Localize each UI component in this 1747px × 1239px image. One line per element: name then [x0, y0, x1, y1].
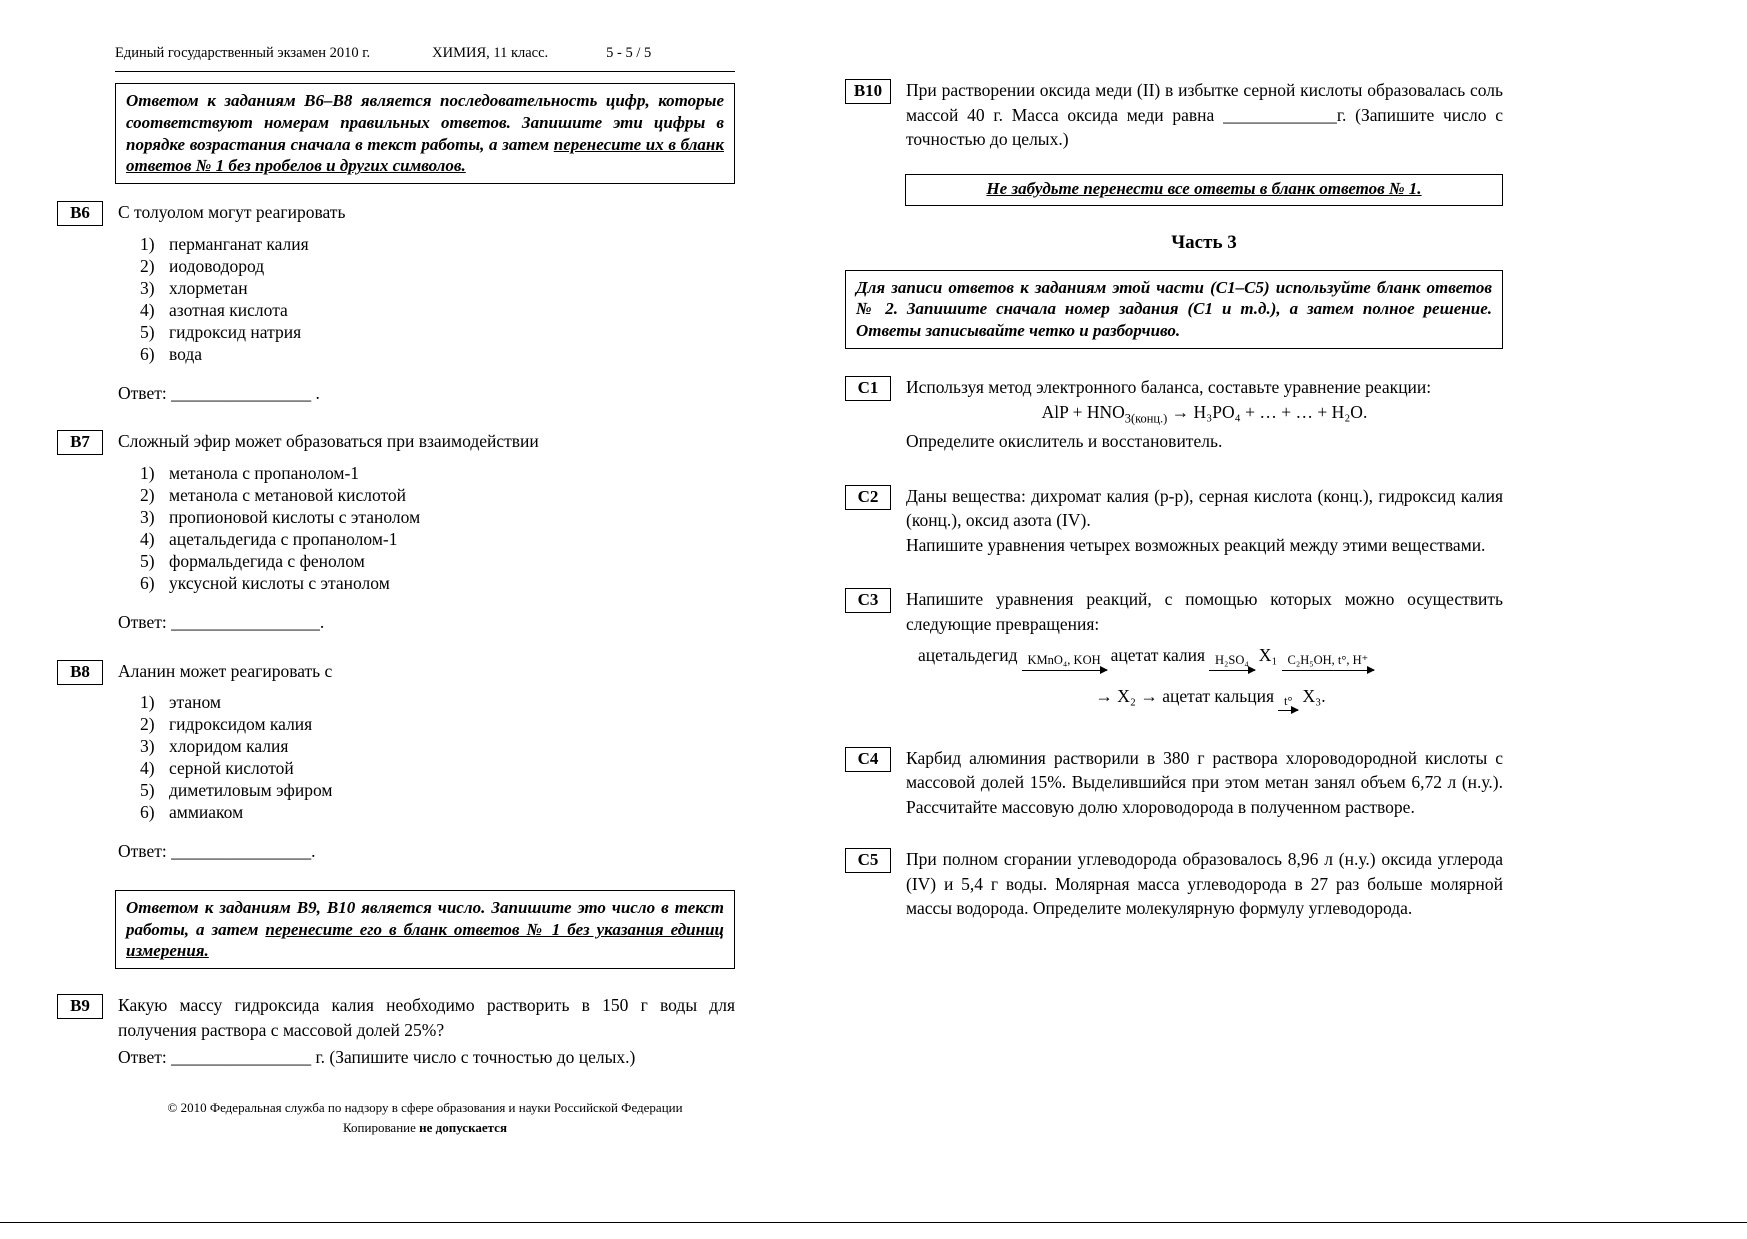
answer-line-b7: Ответ: _________________. — [118, 612, 325, 633]
option-number: 1) — [140, 462, 155, 483]
instruction-text: Ответом к заданиям В9, В10 является число. Запишите это число в текст работы, а затем — [126, 897, 724, 939]
question-c5 — [845, 847, 1503, 921]
reaction-arrow — [1022, 653, 1107, 675]
b10-text-before: При растворении оксида меди (II) в избытке серной кислоты образовалась соль массой 40 г. Масса оксида меди равна — [906, 80, 1503, 125]
equation-part: → H₃PO₄ + … + … + H₂O. — [1167, 402, 1368, 423]
option-text: аммиаком — [169, 802, 244, 823]
option-text: уксусной кислоты с этанолом — [169, 573, 390, 594]
header-exam-title: Единый государственный экзамен 2010 г. — [115, 45, 371, 61]
question-b10-label: В10 — [845, 79, 891, 104]
question-b6-options — [140, 233, 735, 365]
option-text: гидроксид натрия — [169, 321, 302, 342]
question-b9-label: В9 — [57, 994, 103, 1019]
option-number: 4) — [140, 758, 155, 779]
instruction-text-underlined: перенесите его в бланк ответов № 1 без указания единиц измерения. — [126, 919, 724, 961]
question-b9 — [57, 993, 735, 1070]
instruction-box-b9-b10 — [115, 890, 735, 969]
option-text: перманганат калия — [169, 233, 309, 254]
question-b8-text: Аланин может реагировать с — [118, 660, 333, 681]
question-b6-body — [118, 200, 735, 405]
reagent: X₃. — [1302, 685, 1326, 706]
option-number: 3) — [140, 736, 155, 757]
option-number: 6) — [140, 343, 155, 364]
reaction-scheme — [906, 643, 1503, 716]
option-item — [140, 572, 735, 594]
option-number: 1) — [140, 692, 155, 713]
left-column — [57, 45, 735, 1139]
b10-text-after: г. (Запишите число с точностью до целых.) — [906, 104, 1503, 149]
copy-protection-plain: Копирование — [343, 1120, 420, 1136]
question-c3-label: С3 — [845, 588, 891, 613]
equation-subscript: 3(конц.) — [1124, 411, 1168, 426]
question-c1-label: С1 — [845, 376, 891, 401]
option-item — [140, 550, 735, 572]
question-b10 — [845, 78, 1503, 152]
option-item — [140, 462, 735, 484]
question-b8-label: В8 — [57, 660, 103, 685]
option-number: 6) — [140, 573, 155, 594]
instruction-text-underlined: перенесите их в бланк ответов № 1 без пробелов и других символов. — [126, 134, 724, 176]
instruction-text: Ответом к заданиям В6–В8 является последовательность цифр, которые соответствуют номерам правильных ответов. Запишите эти цифры в порядке возрастания сначала в текст работы, а затем — [126, 91, 724, 154]
question-c3 — [845, 587, 1503, 716]
question-c3-intro: Напишите уравнения реакций, с помощью которых можно осуществить следующие превращения: — [906, 589, 1503, 634]
arrow-line — [1209, 670, 1255, 676]
question-c2-text-2: Напишите уравнения четырех возможных реакций между этими веществами. — [906, 534, 1486, 555]
copyright-line: © 2010 Федеральная служба по надзору в сфере образования и науки Российской Федерации — [167, 1099, 683, 1115]
reagent: X₁ — [1258, 645, 1278, 666]
option-text: метанола с метановой кислотой — [169, 484, 407, 505]
question-b9-body — [118, 993, 735, 1070]
option-number: 4) — [140, 299, 155, 320]
option-text: этаном — [169, 692, 221, 713]
reaction-scheme-line-2 — [918, 684, 1503, 716]
option-item — [140, 506, 735, 528]
chemical-equation — [906, 400, 1503, 428]
question-b10-body — [906, 78, 1503, 152]
option-number: 4) — [140, 528, 155, 549]
question-b10-text — [906, 78, 1503, 152]
right-column — [845, 78, 1503, 921]
question-c2 — [845, 484, 1503, 558]
question-b7-label: В7 — [57, 430, 103, 455]
option-number: 5) — [140, 321, 155, 342]
option-number: 2) — [140, 484, 155, 505]
question-c5-text: При полном сгорании углеводорода образовалось 8,96 л (н.у.) оксида углерода (IV) и 5,4 г воды. Молярная масса углеводорода в 27 раз больше молярной массы водорода. Определите молекулярную формулу углеводорода. — [906, 849, 1503, 919]
equation-part: AlP + HNO — [1041, 402, 1125, 423]
option-number: 5) — [140, 550, 155, 571]
option-text: формальдегида с фенолом — [169, 550, 365, 571]
option-item — [140, 343, 735, 365]
arrow-label: C₂H₅OH, t°, H⁺ — [1287, 653, 1369, 668]
option-item — [140, 528, 735, 550]
question-b8-options — [140, 691, 735, 823]
arrow-label: KMnO₄, KOH — [1027, 653, 1101, 668]
question-c4-text: Карбид алюминия растворили в 380 г раствора хлороводородной кислоты с массовой долей 15%. Выделившийся при этом метан занял объем 6,72 л (н.у.). Рассчитайте массовую долю хлороводорода в полученном растворе. — [906, 747, 1503, 817]
option-text: азотная кислота — [169, 299, 288, 320]
question-b8 — [57, 659, 735, 864]
option-number: 6) — [140, 802, 155, 823]
question-c4-label: С4 — [845, 747, 891, 772]
arrow-label: H₂SO₄ — [1215, 653, 1249, 668]
reagent: ацетат калия — [1110, 645, 1206, 666]
part3-heading: Часть 3 — [1171, 231, 1237, 253]
question-b7 — [57, 429, 735, 634]
option-item — [140, 779, 735, 801]
option-text: иодоводород — [169, 255, 265, 276]
reaction-scheme-line-1 — [918, 643, 1503, 675]
instruction-box-b6-b8 — [115, 83, 735, 184]
header-page-number: 5 - 5 / 5 — [606, 45, 652, 61]
instruction-box-c1-c5: Для записи ответов к заданиям этой части (С1–С5) используйте бланк ответов № 2. Запишите сначала номер задания (С1 и т.д.), а затем полное решение. Ответы записывайте четко и разборчиво. — [845, 270, 1503, 349]
reminder-text: Не забудьте перенести все ответы в бланк ответов № 1. — [986, 178, 1422, 198]
option-number: 1) — [140, 233, 155, 254]
question-b9-text: Какую массу гидроксида калия необходимо растворить в 150 г воды для получения раствора с массовой долей 25%? — [118, 995, 735, 1040]
option-number: 5) — [140, 780, 155, 801]
copy-protection-line — [115, 1118, 735, 1139]
question-c5-body — [906, 847, 1503, 921]
option-item — [140, 691, 735, 713]
answer-line-b8: Ответ: ________________. — [118, 841, 316, 862]
question-b6 — [57, 200, 735, 405]
question-c1-body — [906, 375, 1503, 454]
option-item — [140, 801, 735, 823]
b10-answer-blank: _____________ — [1223, 104, 1337, 125]
question-c1 — [845, 375, 1503, 454]
option-item — [140, 713, 735, 735]
question-b7-options — [140, 462, 735, 594]
reminder-box — [905, 174, 1503, 206]
question-c2-body — [906, 484, 1503, 558]
question-c2-text-1: Даны вещества: дихромат калия (р-р), серная кислота (конц.), гидроксид калия (конц.), оксид азота (IV). — [906, 485, 1503, 531]
question-b6-label: В6 — [57, 201, 103, 226]
option-item — [140, 757, 735, 779]
option-item — [140, 255, 735, 277]
option-text: вода — [169, 343, 203, 364]
reagent: → X₂ → ацетат кальция — [1095, 685, 1274, 706]
option-item — [140, 321, 735, 343]
question-c4-body — [906, 746, 1503, 820]
option-text: метанола с пропанолом-1 — [169, 462, 360, 483]
question-b8-body — [118, 659, 735, 864]
question-c5-label: С5 — [845, 848, 891, 873]
reagent: ацетальдегид — [918, 645, 1018, 666]
page-header — [115, 45, 735, 72]
header-subject: ХИМИЯ, 11 класс. — [432, 45, 549, 61]
option-text: хлорметан — [169, 277, 248, 298]
option-text: ацетальдегида с пропанолом-1 — [169, 528, 398, 549]
option-item — [140, 299, 735, 321]
reaction-arrow — [1209, 653, 1255, 675]
option-item — [140, 233, 735, 255]
arrow-line — [1282, 670, 1375, 676]
question-c2-label: С2 — [845, 485, 891, 510]
option-number: 3) — [140, 277, 155, 298]
option-text: серной кислотой — [169, 758, 294, 779]
option-text: хлоридом калия — [169, 736, 289, 757]
option-item — [140, 735, 735, 757]
option-item — [140, 484, 735, 506]
copy-protection-bold: не допускается — [419, 1120, 507, 1136]
question-c4 — [845, 746, 1503, 820]
question-b7-text: Сложный эфир может образоваться при взаимодействии — [118, 431, 539, 452]
footer-copyright — [115, 1098, 735, 1140]
reaction-arrow — [1278, 694, 1298, 716]
answer-line-b9: Ответ: ________________ г. (Запишите число с точностью до целых.) — [118, 1047, 636, 1068]
option-text: гидроксидом калия — [169, 714, 313, 735]
page-bottom-rule — [0, 1222, 1747, 1223]
question-c3-body — [906, 587, 1503, 716]
option-text: диметиловым эфиром — [169, 780, 333, 801]
question-c1-intro: Используя метод электронного баланса, составьте уравнение реакции: — [906, 376, 1432, 397]
arrow-line — [1278, 710, 1298, 716]
option-number: 2) — [140, 255, 155, 276]
arrow-label: t° — [1284, 693, 1293, 708]
answer-line-b6: Ответ: ________________ . — [118, 382, 320, 403]
question-c1-outro: Определите окислитель и восстановитель. — [906, 431, 1223, 452]
option-text: пропионовой кислоты с этанолом — [169, 506, 421, 527]
question-b6-text: С толуолом могут реагировать — [118, 202, 346, 222]
question-b7-body — [118, 429, 735, 634]
arrow-line — [1022, 670, 1107, 676]
option-number: 3) — [140, 506, 155, 527]
option-item — [140, 277, 735, 299]
reaction-arrow — [1282, 653, 1375, 675]
option-number: 2) — [140, 714, 155, 735]
